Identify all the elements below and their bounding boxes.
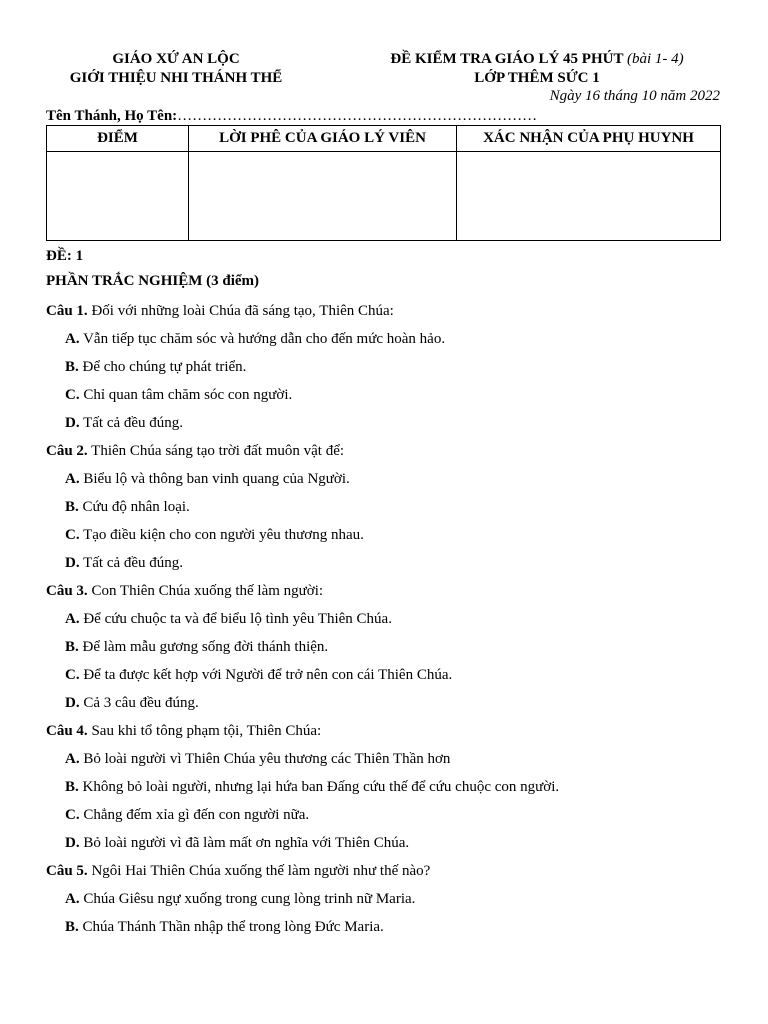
grade-table-header-row bbox=[47, 126, 721, 152]
exam-content bbox=[46, 246, 726, 945]
exam-date: Ngày 16 tháng 10 năm 2022 bbox=[549, 88, 720, 104]
question-stem bbox=[46, 301, 726, 329]
question-label: Câu 3. bbox=[46, 583, 88, 599]
answer-option bbox=[46, 777, 726, 805]
option-text: Tạo điều kiện cho con người yêu thương nhau. bbox=[83, 527, 364, 543]
parent-confirmation-cell bbox=[457, 152, 721, 241]
option-letter: B. bbox=[65, 499, 79, 515]
question-2 bbox=[46, 441, 726, 581]
question-text: Sau khi tổ tông phạm tội, Thiên Chúa: bbox=[91, 723, 322, 739]
option-letter: B. bbox=[65, 359, 79, 375]
option-letter: A. bbox=[65, 471, 80, 487]
option-text: Cả 3 câu đều đúng. bbox=[83, 695, 199, 711]
option-text: Cứu độ nhân loại. bbox=[82, 499, 190, 515]
answer-option bbox=[46, 749, 726, 777]
option-letter: D. bbox=[65, 415, 80, 431]
question-text: Ngôi Hai Thiên Chúa xuống thế làm người như thế nào? bbox=[91, 863, 431, 879]
option-text: Chúa Giêsu ngự xuống trong cung lòng trinh nữ Maria. bbox=[83, 891, 416, 907]
option-text: Chúa Thánh Thần nhập thể trong lòng Đức Maria. bbox=[82, 919, 384, 935]
option-letter: B. bbox=[65, 779, 79, 795]
option-letter: C. bbox=[65, 387, 80, 403]
option-text: Tất cả đều đúng. bbox=[83, 555, 184, 571]
score-header: ĐIỂM bbox=[47, 126, 189, 152]
answer-option bbox=[46, 413, 726, 441]
exam-scope: (bài 1- 4) bbox=[626, 51, 684, 67]
teacher-comment-cell bbox=[189, 152, 457, 241]
question-stem bbox=[46, 861, 726, 889]
teacher-comment-header: LỜI PHÊ CỦA GIÁO LÝ VIÊN bbox=[189, 126, 457, 152]
score-cell bbox=[47, 152, 189, 241]
answer-option bbox=[46, 497, 726, 525]
section-title: PHẦN TRẮC NGHIỆM (3 điểm) bbox=[46, 273, 260, 289]
option-letter: D. bbox=[65, 695, 80, 711]
class-name: LỚP THÊM SỨC 1 bbox=[474, 70, 600, 86]
question-label: Câu 2. bbox=[46, 443, 88, 459]
student-name-field bbox=[46, 108, 537, 125]
exam-title bbox=[352, 50, 722, 69]
option-letter: A. bbox=[65, 331, 80, 347]
option-text: Tất cả đều đúng. bbox=[83, 415, 184, 431]
answer-option bbox=[46, 805, 726, 833]
option-text: Để ta được kết hợp với Người để trở nên con cái Thiên Chúa. bbox=[83, 667, 453, 683]
student-name-blank: ……………………………………………………………… bbox=[177, 108, 538, 124]
grade-table-body-row bbox=[47, 152, 721, 241]
question-label: Câu 4. bbox=[46, 723, 88, 739]
option-letter: C. bbox=[65, 667, 80, 683]
question-stem bbox=[46, 721, 726, 749]
question-stem bbox=[46, 441, 726, 469]
parish-header bbox=[46, 50, 306, 88]
answer-option bbox=[46, 637, 726, 665]
question-stem bbox=[46, 581, 726, 609]
question-5 bbox=[46, 861, 726, 945]
option-letter: A. bbox=[65, 611, 80, 627]
option-letter: A. bbox=[65, 891, 80, 907]
option-letter: B. bbox=[65, 919, 79, 935]
option-text: Không bỏ loài người, nhưng lại hứa ban Đấng cứu thế để cứu chuộc con người. bbox=[82, 779, 560, 795]
answer-option bbox=[46, 525, 726, 553]
answer-option bbox=[46, 553, 726, 581]
question-label: Câu 5. bbox=[46, 863, 88, 879]
option-text: Bỏ loài người vì đã làm mất ơn nghĩa với Thiên Chúa. bbox=[83, 835, 410, 851]
answer-option bbox=[46, 357, 726, 385]
option-letter: D. bbox=[65, 835, 80, 851]
option-text: Bỏ loài người vì Thiên Chúa yêu thương các Thiên Thần hơn bbox=[83, 751, 451, 767]
question-text: Con Thiên Chúa xuống thế làm người: bbox=[91, 583, 324, 599]
option-letter: A. bbox=[65, 751, 80, 767]
option-text: Để làm mẫu gương sống đời thánh thiện. bbox=[82, 639, 329, 655]
question-3 bbox=[46, 581, 726, 721]
parent-confirmation-header: XÁC NHẬN CỦA PHỤ HUYNH bbox=[457, 126, 721, 152]
answer-option bbox=[46, 889, 726, 917]
question-list bbox=[46, 301, 726, 945]
option-text: Để cho chúng tự phát triển. bbox=[82, 359, 247, 375]
option-text: Để cứu chuộc ta và để biểu lộ tình yêu Thiên Chúa. bbox=[83, 611, 392, 627]
answer-option bbox=[46, 329, 726, 357]
option-letter: C. bbox=[65, 527, 80, 543]
question-4 bbox=[46, 721, 726, 861]
question-label: Câu 1. bbox=[46, 303, 88, 319]
option-text: Vẫn tiếp tục chăm sóc và hướng dẫn cho đến mức hoàn hảo. bbox=[83, 331, 446, 347]
question-text: Thiên Chúa sáng tạo trời đất muôn vật để: bbox=[91, 443, 345, 459]
answer-option bbox=[46, 833, 726, 861]
exam-code: ĐỀ: 1 bbox=[46, 248, 84, 264]
answer-option bbox=[46, 609, 726, 637]
option-letter: C. bbox=[65, 807, 80, 823]
answer-option bbox=[46, 917, 726, 945]
exam-title-text: ĐỀ KIỂM TRA GIÁO LÝ 45 PHÚT bbox=[390, 51, 624, 67]
organization-name: GIỚI THIỆU NHI THÁNH THỂ bbox=[69, 70, 283, 86]
exam-header bbox=[352, 50, 722, 88]
question-text: Đối với những loài Chúa đã sáng tạo, Thiên Chúa: bbox=[91, 303, 394, 319]
student-name-label: Tên Thánh, Họ Tên: bbox=[46, 108, 178, 124]
answer-option bbox=[46, 693, 726, 721]
question-1 bbox=[46, 301, 726, 441]
option-text: Biểu lộ và thông ban vinh quang của Người. bbox=[83, 471, 350, 487]
parish-name: GIÁO XỨ AN LỘC bbox=[112, 51, 240, 67]
answer-option bbox=[46, 469, 726, 497]
option-letter: D. bbox=[65, 555, 80, 571]
option-letter: B. bbox=[65, 639, 79, 655]
answer-option bbox=[46, 385, 726, 413]
answer-option bbox=[46, 665, 726, 693]
grade-table bbox=[46, 125, 721, 241]
option-text: Chẳng đếm xỉa gì đến con người nữa. bbox=[83, 807, 310, 823]
option-text: Chỉ quan tâm chăm sóc con người. bbox=[83, 387, 293, 403]
